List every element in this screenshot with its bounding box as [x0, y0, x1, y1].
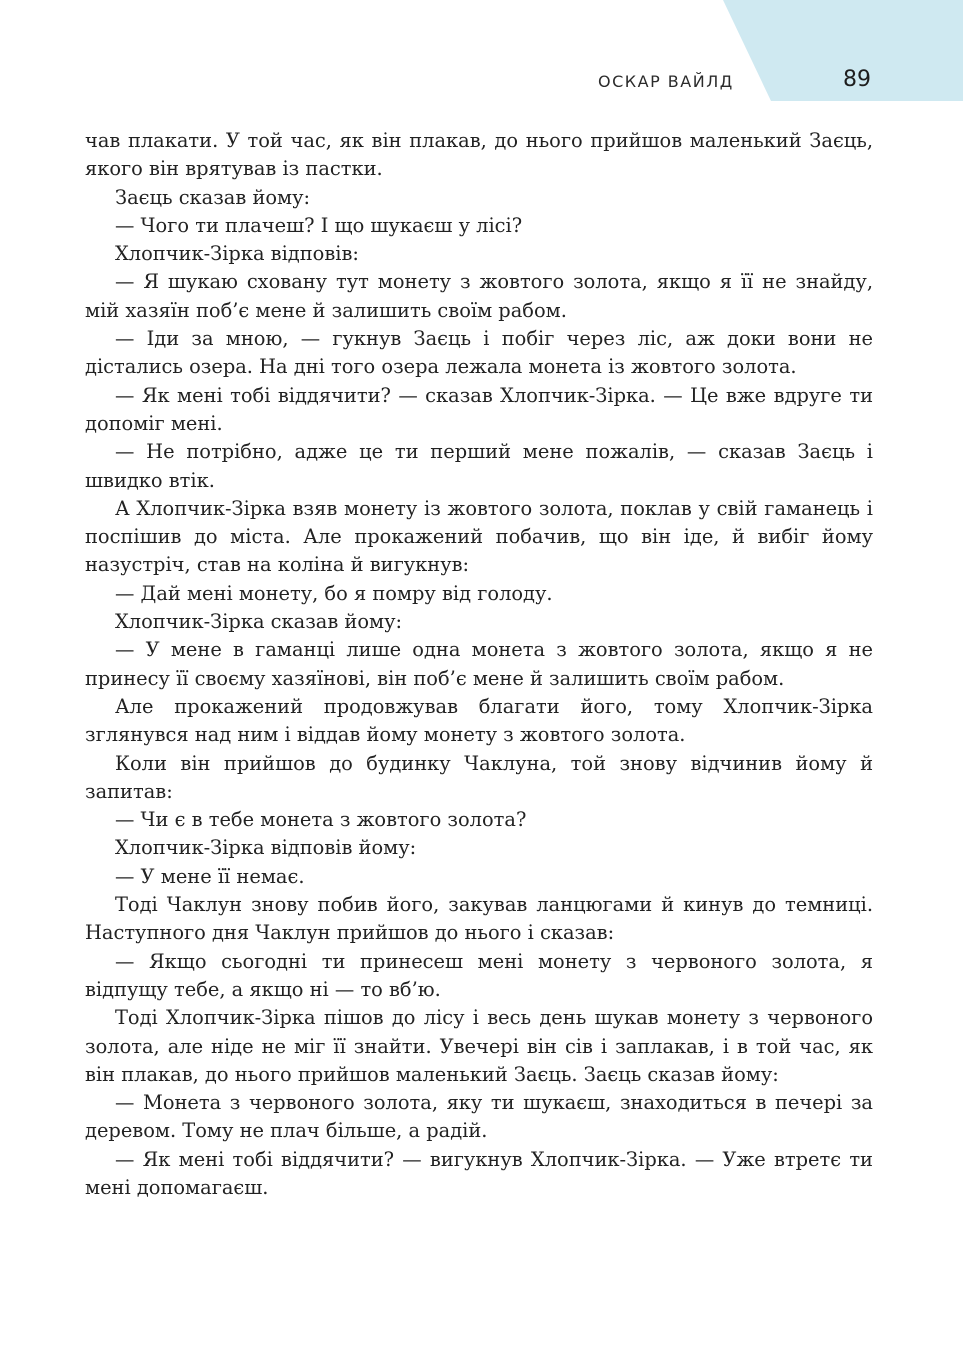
- running-header-author: ОСКАР ВАЙЛД: [598, 72, 734, 91]
- paragraph: — У мене в гаманці лише одна монета з жовтого золота, якщо я не принесу її своєму хазяїнові, він поб’є мене й залишить своїм рабом.: [85, 638, 873, 690]
- paragraph: — Я шукаю сховану тут монету з жовтого золота, якщо я її не знайду, мій хазяїн поб’є мене й залишить своїм рабом.: [85, 270, 873, 322]
- paragraph: — Іди за мною, — гукнув Заєць і побіг через ліс, аж доки вони не дістались озера. На дні того озера лежала монета із жовтого золота.: [85, 327, 873, 379]
- paragraph: — Як мені тобі віддячити? — сказав Хлопчик-Зірка. — Це вже вдруге ти допоміг мені.: [85, 383, 873, 435]
- paragraph: Заєць сказав йому:: [115, 185, 311, 209]
- paragraph: — У мене її немає.: [115, 864, 305, 888]
- paragraph: Хлопчик-Зірка відповів:: [115, 242, 359, 266]
- paragraph: Тоді Хлопчик-Зірка пішов до лісу і весь день шукав монету з червоного золота, але ніде не міг її знайти. Увечері він сів і заплакав, і в той час, як він плакав, до нього прийшов маленький Заєць. Заєць сказав йому:: [85, 1006, 873, 1086]
- paragraph: А Хлопчик-Зірка взяв монету із жовтого золота, поклав у свій гаманець і поспішив до міста. Але прокажений побачив, що він іде, й вибіг йому назустріч, став на коліна й вигукнув:: [85, 496, 873, 577]
- story-text: [85, 127, 873, 1202]
- paragraph: чав плакати. У той час, як він плакав, до нього прийшов маленький Заєць, якого він врятував із пастки.: [85, 129, 873, 181]
- paragraph: — Дай мені монету, бо я помру від голоду.: [115, 581, 553, 605]
- paragraph: — Чого ти плачеш? І що шукаєш у лісі?: [115, 213, 523, 237]
- paragraph: Хлопчик-Зірка відповів йому:: [115, 836, 417, 860]
- paragraph: Але прокажений продовжував благати його, тому Хлопчик-Зірка зглянувся над ним і віддав йому монету з жовтого золота.: [85, 694, 873, 747]
- paragraph: — Монета з червоного золота, яку ти шукаєш, знаходиться в печері за деревом. Тому не плач більше, а радій.: [85, 1091, 873, 1143]
- paragraph: — Не потрібно, адже це ти перший мене пожалів, — сказав Заєць і швидко втік.: [85, 440, 873, 492]
- paragraph: — Як мені тобі віддячити? — вигукнув Хлопчик-Зірка. — Уже втретє ти мені допомагаєш.: [85, 1147, 873, 1199]
- paragraph: Тоді Чаклун знову побив його, закував ланцюгами й кинув до темниці. Наступного дня Чаклун прийшов до нього і сказав:: [85, 893, 873, 945]
- paragraph: Хлопчик-Зірка сказав йому:: [115, 610, 403, 634]
- paragraph: Коли він прийшов до будинку Чаклуна, той знову відчинив йому й запитав:: [85, 751, 873, 803]
- paragraph: — Чи є в тебе монета з жовтого золота?: [115, 808, 527, 832]
- paragraph: — Якщо сьогодні ти принесеш мені монету з червоного золота, я відпущу тебе, а якщо ні — то вб’ю.: [85, 949, 873, 1001]
- page-number: 89: [843, 67, 871, 92]
